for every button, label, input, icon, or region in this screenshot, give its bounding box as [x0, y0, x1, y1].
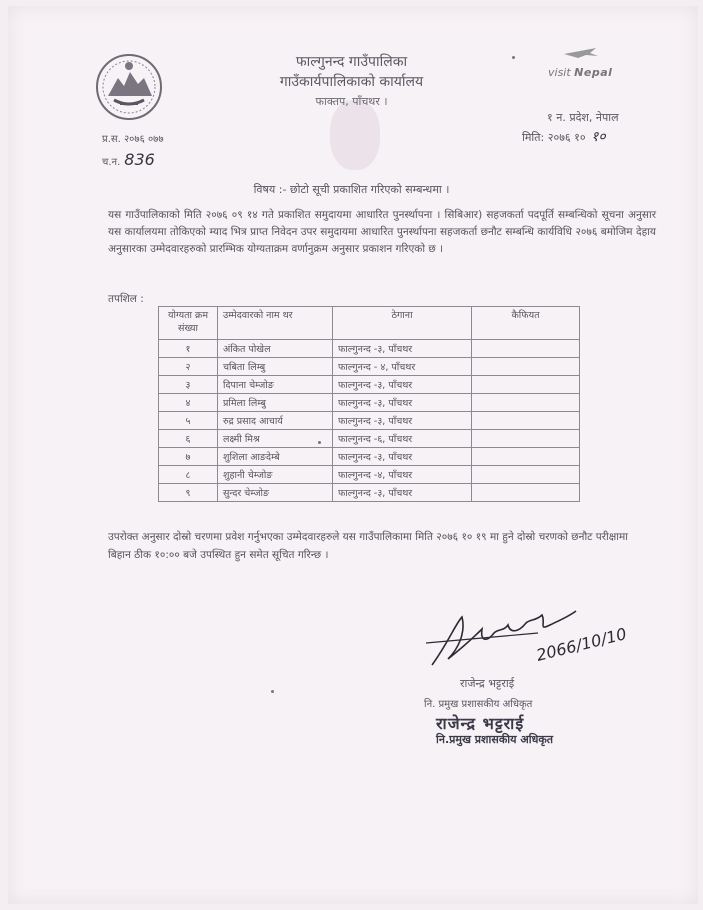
row-address: फाल्गुनन्द -३, पाँचथर — [333, 484, 472, 502]
row-serial: ३ — [159, 376, 218, 394]
office-name: गाउँकार्यपालिकाको कार्यालय — [279, 74, 424, 90]
closing-paragraph: उपरोक्त अनुसार दोस्रो चरणमा प्रवेश गर्नुभएका उम्मेदवारहरुले यस गाउँपालिकामा मिति २०७६ १० १९ मा हुने दोस्रो चरणको छनौट परीक्षामा बिहान ठीक १०:०० बजे उपस्थित हुन समेत सूचित गरिन्छ । — [108, 531, 629, 561]
reference-number: प्र.स. २०७६ ०७७ — [102, 134, 164, 145]
faint-stamp-mark — [330, 100, 380, 170]
table-header-row — [159, 307, 580, 340]
row-serial: ६ — [159, 430, 218, 448]
row-serial: ८ — [159, 466, 218, 484]
table-row — [159, 484, 580, 502]
signature-date: 2066/10/10 — [534, 624, 629, 665]
signatory-name: राजेन्द्र भट्टराई — [460, 677, 515, 690]
row-name: लक्ष्मी मिश्र — [218, 430, 333, 448]
row-name: दिपाना चेम्जोङ — [218, 376, 333, 394]
row-name: सुन्दर चेम्जोङ — [218, 484, 333, 502]
row-address: फाल्गुनन्द -६, पाँचथर — [333, 430, 472, 448]
candidate-table — [158, 306, 580, 502]
municipality-name: फाल्गुनन्द गाउँपालिका — [295, 54, 408, 70]
paper-speck — [271, 690, 274, 693]
dispatch-label: च.न. — [102, 157, 121, 168]
dispatch-number — [102, 150, 155, 169]
table-row — [159, 358, 580, 376]
stamp-title: नि.प्रमुख प्रशासकीय अधिकृत — [436, 733, 554, 746]
row-serial: ५ — [159, 412, 218, 430]
paper-speck — [318, 441, 321, 444]
letter-date — [522, 127, 606, 146]
signatory-title: नि. प्रमुख प्रशासकीय अधिकृत — [424, 699, 533, 710]
row-remark — [472, 376, 580, 394]
row-serial: ७ — [159, 448, 218, 466]
row-remark — [472, 466, 580, 484]
body-paragraph: यस गाउँपालिकाको मिति २०७६ ०९ १४ गते प्रकाशित समुदायमा आधारित पुनर्स्थापना । सिबिआर) सहजकर्ता पदपूर्ति सम्बन्धिको सूचना अनुसार यस कार्यालयमा तोकिएको म्याद भित्र प्राप्त निवेदन उपर समुदायमा आधारित पुनर्स्थापना सहजकर्ता छनौट सम्बन्धि कार्यविधि २०७६ बमोजिम देहाय अनुसारका उम्मेदवारहरुको प्रारम्भिक योग्यताक्रम वर्णानुक्रम अनुसार प्रकाशन गरिएको छ । — [108, 209, 656, 255]
table-row — [159, 448, 580, 466]
row-remark — [472, 430, 580, 448]
row-name: शुहानी चेम्जोङ — [218, 466, 333, 484]
details-label: तपशिल : — [108, 293, 144, 305]
header-name: उम्मेदवारको नाम थर — [218, 307, 333, 340]
table-row — [159, 394, 580, 412]
table-row — [159, 340, 580, 358]
header-address: ठेगाना — [333, 307, 472, 340]
row-address: फाल्गुनन्द - ४, पाँचथर — [333, 358, 472, 376]
row-remark — [472, 394, 580, 412]
letter-subject: विषय :- छोटो सूची प्रकाशित गरिएको सम्बन्धमा । — [253, 183, 450, 196]
office-location: फाक्तप, पाँचथर । — [315, 95, 388, 108]
visit-word: visit — [548, 66, 571, 79]
row-remark — [472, 412, 580, 430]
row-name: शुशिला आङदेम्बे — [218, 448, 333, 466]
row-name: अंकित पोखेल — [218, 340, 333, 358]
visit-nepal-plane-icon — [560, 44, 600, 60]
row-remark — [472, 340, 580, 358]
row-serial: ४ — [159, 394, 218, 412]
row-serial: ९ — [159, 484, 218, 502]
visit-nepal-logo — [548, 66, 612, 79]
handwritten-signature — [418, 603, 638, 675]
row-remark — [472, 484, 580, 502]
date-label: मिति: २०७६ १० — [522, 131, 590, 144]
table-row — [159, 412, 580, 430]
table-row — [159, 466, 580, 484]
row-address: फाल्गुनन्द -३, पाँचथर — [333, 448, 472, 466]
table-row — [159, 376, 580, 394]
row-address: फाल्गुनन्द -३, पाँचथर — [333, 394, 472, 412]
province-address: १ न. प्रदेश, नेपाल — [547, 111, 619, 124]
paper-speck — [512, 56, 515, 59]
nepal-word: Nepal — [574, 66, 613, 79]
date-handwritten: १० — [591, 129, 606, 145]
row-name: चबिता लिम्बु — [218, 358, 333, 376]
row-remark — [472, 448, 580, 466]
row-name: प्रमिला लिम्बु — [218, 394, 333, 412]
row-serial: १ — [159, 340, 218, 358]
row-address: फाल्गुनन्द -४, पाँचथर — [333, 466, 472, 484]
row-name: रुद्र प्रसाद आचार्य — [218, 412, 333, 430]
row-serial: २ — [159, 358, 218, 376]
stamp-name: राजेन्द्र भट्टराई — [436, 714, 525, 733]
row-remark — [472, 358, 580, 376]
table-row — [159, 430, 580, 448]
header-remark: कैफियत — [472, 307, 580, 340]
dispatch-handwritten: 836 — [124, 150, 155, 169]
header-serial: योग्यता क्रम संख्या — [159, 307, 218, 340]
row-address: फाल्गुनन्द -३, पाँचथर — [333, 340, 472, 358]
row-address: फाल्गुनन्द -३, पाँचथर — [333, 412, 472, 430]
row-address: फाल्गुनन्द -३, पाँचथर — [333, 376, 472, 394]
